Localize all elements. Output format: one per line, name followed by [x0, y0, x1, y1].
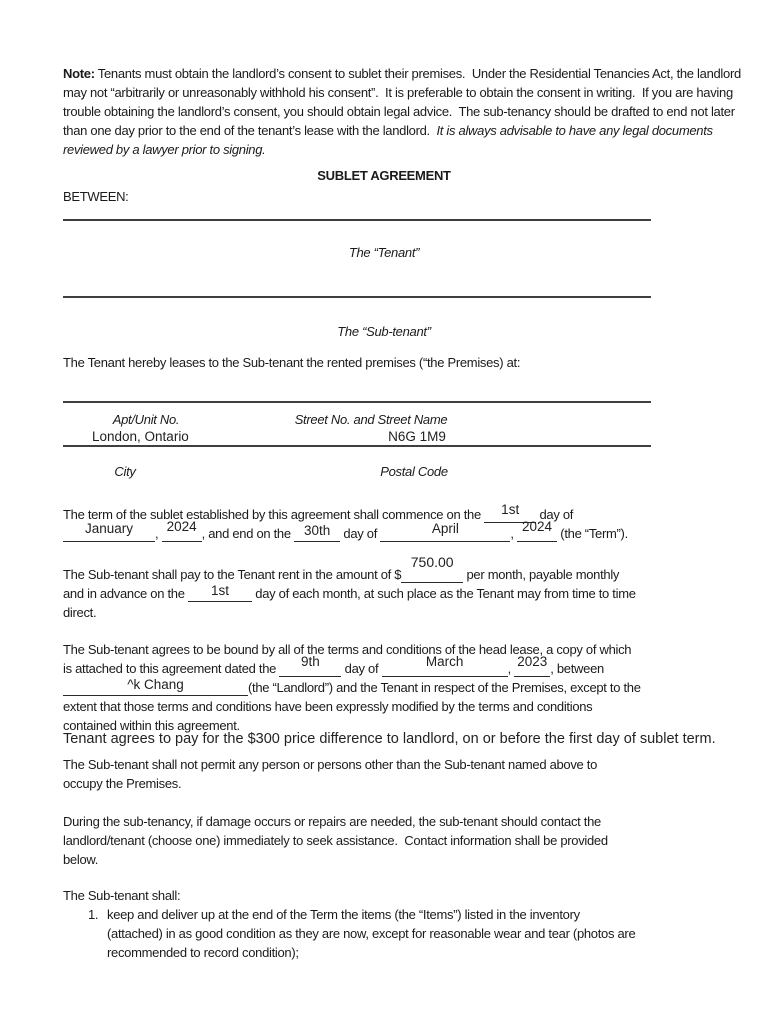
- tenant-signature-line[interactable]: [63, 219, 651, 221]
- obligation-item-1-line-1: 1. keep and deliver up at the end of the Term the items (the “Items”) listed in the inventory: [88, 907, 580, 922]
- end-month-field[interactable]: April: [380, 525, 510, 542]
- rent-line-1: The Sub-tenant shall pay to the Tenant rent in the amount of $ 750.00 per month, payable monthly: [63, 554, 620, 582]
- note-line-5: reviewed by a lawyer prior to signing.: [63, 142, 266, 157]
- postal-label: Postal Code: [380, 464, 448, 479]
- headlease-line-2: is attached to this agreement dated the 9th day of March , 2023 , between: [63, 654, 604, 676]
- between-label: BETWEEN:: [63, 189, 129, 204]
- rent-amount-field[interactable]: 750.00: [401, 566, 463, 583]
- landlord-name-field[interactable]: ^k Chang: [63, 679, 248, 696]
- obligations-intro: The Sub-tenant shall:: [63, 888, 181, 903]
- obligation-item-1-line-3: recommended to record condition);: [107, 945, 299, 960]
- page-title: SUBLET AGREEMENT: [317, 168, 451, 183]
- occupancy-line-1: The Sub-tenant shall not permit any person or persons other than the Sub-tenant named above to: [63, 757, 598, 772]
- subtenant-signature-line[interactable]: [63, 296, 651, 298]
- commence-year-field[interactable]: 2024: [162, 525, 202, 542]
- commence-month-field[interactable]: January: [63, 525, 155, 542]
- rent-due-day-field[interactable]: 1st: [188, 585, 252, 602]
- headlease-day-field[interactable]: 9th: [279, 660, 341, 677]
- rent-line-3: direct.: [63, 605, 97, 620]
- headlease-line-1: The Sub-tenant agrees to be bound by all of the terms and conditions of the head lease, a copy of which: [63, 642, 632, 657]
- obligation-item-1-line-2: (attached) in as good condition as they are now, except for reasonable wear and tear (photos are: [107, 926, 636, 941]
- damage-line-3: below.: [63, 852, 99, 867]
- headlease-year-field[interactable]: 2023: [514, 660, 550, 677]
- premises-intro: The Tenant hereby leases to the Sub-tenant the rented premises (“the Premises) at:: [63, 355, 521, 370]
- headlease-month-field[interactable]: March: [382, 660, 508, 677]
- note-bold-prefix: Note:: [63, 66, 95, 81]
- address-rule-bottom: [63, 445, 651, 447]
- damage-line-1: During the sub-tenancy, if damage occurs or repairs are needed, the sub-tenant should contact the: [63, 814, 601, 829]
- obligation-item-1-number: 1.: [88, 907, 99, 922]
- tenant-label: The “Tenant”: [348, 245, 420, 260]
- note-line-4: than one day prior to the end of the tenant’s lease with the landlord. It is always advisable to have any legal documents: [63, 123, 713, 138]
- city-label: City: [114, 464, 136, 479]
- note-line-1: Note: Tenants must obtain the landlord’s consent to sublet their premises. Under the Residential Tenancies Act, the landlord: [63, 66, 741, 81]
- note-line-2: may not “arbitrarily or unreasonably withhold his consent”. It is preferable to obtain the consent in writing. If you are having: [63, 85, 733, 100]
- headlease-line-5: contained within this agreement.: [63, 718, 240, 733]
- added-price-clause[interactable]: Tenant agrees to pay for the $300 price difference to landlord, on or before the first day of sublet term.: [63, 731, 716, 747]
- end-day-field[interactable]: 30th: [294, 525, 340, 542]
- commence-day-field[interactable]: 1st: [484, 506, 536, 523]
- term-line-1: The term of the sublet established by this agreement shall commence on the 1st day of: [63, 502, 574, 522]
- street-label: Street No. and Street Name: [294, 412, 448, 427]
- damage-line-2: landlord/tenant (choose one) immediately to seek assistance. Contact information shall be provided: [63, 833, 608, 848]
- city-province-field[interactable]: London, Ontario: [92, 429, 189, 444]
- term-line-2: January , 2024 , and end on the 30th day of April , 2024 (the “Term”).: [63, 524, 628, 543]
- end-year-field[interactable]: 2024: [517, 525, 557, 542]
- subtenant-label: The “Sub-tenant”: [337, 324, 431, 339]
- address-rule-top: [63, 401, 651, 403]
- headlease-line-3: ^k Chang (the “Landlord”) and the Tenant in respect of the Premises, except to the: [63, 678, 641, 697]
- postal-code-field[interactable]: N6G 1M9: [388, 429, 446, 444]
- headlease-line-4: extent that those terms and conditions have been expressly modified by the terms and conditions: [63, 699, 593, 714]
- occupancy-line-2: occupy the Premises.: [63, 776, 182, 791]
- rent-line-2: and in advance on the 1st day of each month, at such place as the Tenant may from time to time: [63, 583, 636, 601]
- note-line-3: trouble obtaining the landlord’s consent, you should obtain legal advice. The sub-tenancy should be drafted to end not later: [63, 104, 735, 119]
- apt-unit-label: Apt/Unit No.: [112, 412, 180, 427]
